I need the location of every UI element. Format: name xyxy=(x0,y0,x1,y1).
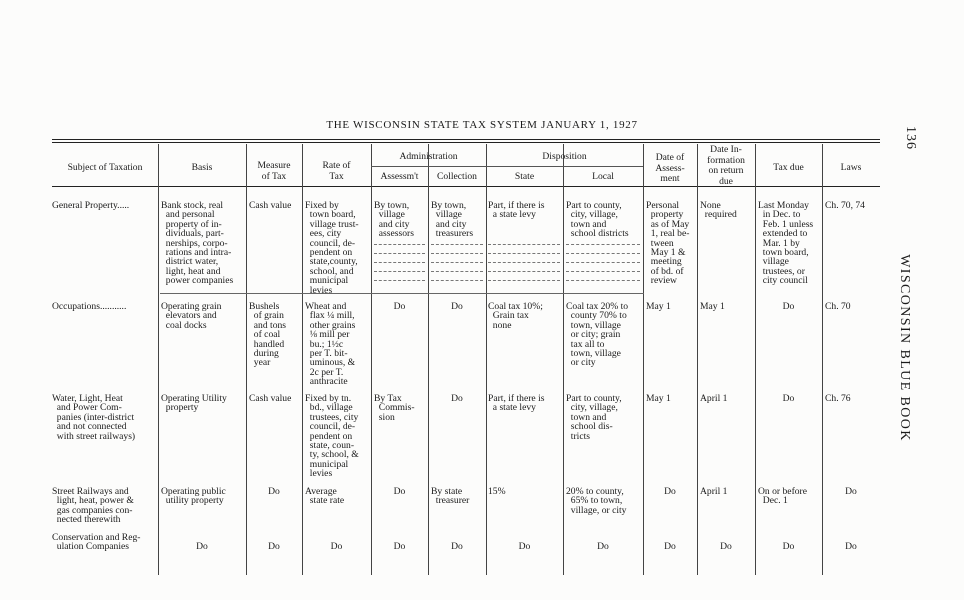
cell-rate: Fixed by tn. bd., village trustees, city council, de- pendent on state, coun- ty, school, & municipal levies xyxy=(305,393,359,480)
cell-collection: Do xyxy=(451,393,463,404)
cell-basis: Operating public utility property xyxy=(161,486,226,507)
cell-state: Coal tax 10%; Grain tax none xyxy=(488,301,543,331)
cell-tax-due: Do xyxy=(782,301,795,312)
header-date-information: Date In- formation on return due xyxy=(707,144,745,187)
cell-date-assessment: Do xyxy=(664,486,676,497)
cell-subject: Water, Light, Heat and Power Com- panies (inter-district and not connected with street railways) xyxy=(52,393,136,442)
leader-line xyxy=(374,271,425,272)
cell-assessment: Do xyxy=(393,541,406,552)
cell-rate: Do xyxy=(330,541,343,552)
leader-line xyxy=(374,253,425,254)
column-divider xyxy=(697,144,698,575)
header-collection: Collection xyxy=(437,171,477,182)
header-state: State xyxy=(514,171,535,182)
header-administration: Administration xyxy=(399,151,458,162)
header-subject: Subject of Taxation xyxy=(67,162,143,173)
top-rule xyxy=(52,139,880,140)
page-title: THE WISCONSIN STATE TAX SYSTEM JANUARY 1, 1927 xyxy=(326,119,638,131)
cell-assessment: By town, village and city assessors xyxy=(374,200,414,240)
cell-laws: Do xyxy=(845,486,857,497)
column-divider xyxy=(302,144,303,575)
cell-tax-due: Do xyxy=(782,541,795,552)
leader-line xyxy=(566,262,640,263)
header-assessment: Assessm't xyxy=(380,171,419,182)
cell-basis: Bank stock, real and personal property of in- dividuals, part- nerships, corpo- rations and intra- district water, light, heat and power companies xyxy=(161,200,234,287)
column-divider xyxy=(246,144,247,575)
cell-date-assessment: May 1 xyxy=(646,393,671,404)
leader-line xyxy=(431,253,483,254)
cell-date-information: Do xyxy=(720,541,732,552)
top-rule-double xyxy=(52,142,880,143)
leader-line xyxy=(488,262,560,263)
leader-line xyxy=(488,271,560,272)
page-number: 136 xyxy=(903,126,918,150)
cell-measure: Bushels of grain and tons of coal handled during year xyxy=(249,301,287,369)
leader-line xyxy=(374,262,425,263)
column-divider xyxy=(563,144,564,575)
leader-line xyxy=(566,271,640,272)
cell-collection: By town, village and city treasurers xyxy=(431,200,474,240)
sub-rule-administration xyxy=(371,166,486,167)
cell-measure: Cash value xyxy=(249,393,292,404)
cell-local: 20% to county, 65% to town, village, or city xyxy=(566,486,627,516)
cell-rate: Fixed by town board, village trust- ees, city council, de- pendent on state,county, school, and municipal levies xyxy=(305,200,359,296)
cell-collection: By state treasurer xyxy=(431,486,470,507)
cell-state: Do xyxy=(518,541,531,552)
row-divider xyxy=(160,293,644,294)
cell-subject: Occupations........... xyxy=(52,301,127,312)
cell-date-information: April 1 xyxy=(700,486,728,497)
leader-line xyxy=(566,244,640,245)
header-laws: Laws xyxy=(840,162,862,173)
cell-local: Part to county, city, village, town and school districts xyxy=(566,200,629,240)
cell-measure: Cash value xyxy=(249,200,292,211)
cell-state: Part, if there is a state levy xyxy=(488,200,545,221)
cell-basis: Operating Utility property xyxy=(161,393,227,414)
leader-line xyxy=(374,244,425,245)
cell-rate: Wheat and flax ¼ mill, other grains ⅛ mill per bu.; 1½c per T. bit- uminous, & 2c per T. anthracite xyxy=(305,301,356,388)
leader-line xyxy=(374,280,425,281)
cell-assessment: By Tax Commis- sion xyxy=(374,393,415,423)
cell-measure: Do xyxy=(268,486,280,497)
cell-measure: Do xyxy=(268,541,280,552)
cell-date-assessment: Personal property as of May 1, real be- tween May 1 & meeting of bd. of review xyxy=(646,200,690,287)
cell-basis: Operating grain elevators and coal docks xyxy=(161,301,222,331)
cell-laws: Do xyxy=(845,541,857,552)
header-disposition: Disposition xyxy=(542,151,587,162)
cell-collection: Do xyxy=(451,301,463,312)
leader-line xyxy=(488,244,560,245)
header-date-assessment: Date of Assess- ment xyxy=(655,152,685,184)
cell-laws: Ch. 70 xyxy=(825,301,851,312)
sub-rule-disposition xyxy=(486,166,643,167)
column-divider xyxy=(643,144,644,575)
column-divider xyxy=(486,144,487,575)
cell-tax-due: Last Monday in Dec. to Feb. 1 unless extended to Mar. 1 by town board, village trustees, or city council xyxy=(758,200,814,287)
cell-tax-due: On or before Dec. 1 xyxy=(758,486,808,507)
header-tax-due: Tax due xyxy=(773,162,804,173)
column-divider xyxy=(371,144,372,575)
cell-local: Do xyxy=(597,541,609,552)
running-head: WISCONSIN BLUE BOOK xyxy=(897,254,912,442)
cell-date-assessment: May 1 xyxy=(646,301,671,312)
cell-date-information: May 1 xyxy=(700,301,725,312)
cell-laws: Ch. 76 xyxy=(825,393,851,404)
cell-state: Part, if there is a state levy xyxy=(488,393,545,414)
column-divider xyxy=(755,144,756,575)
leader-line xyxy=(431,262,483,263)
header-local: Local xyxy=(592,171,614,182)
leader-line xyxy=(431,244,483,245)
column-divider xyxy=(822,144,823,575)
cell-collection: Do xyxy=(451,541,463,552)
leader-line xyxy=(431,271,483,272)
cell-subject: General Property..... xyxy=(52,200,130,211)
cell-date-information: April 1 xyxy=(700,393,728,404)
cell-rate: Average state rate xyxy=(305,486,345,507)
leader-line xyxy=(488,280,560,281)
leader-line xyxy=(431,280,483,281)
header-basis: Basis xyxy=(191,162,213,173)
cell-subject: Street Railways and light, heat, power & gas companies con- nected therewith xyxy=(52,486,134,526)
cell-laws: Ch. 70, 74 xyxy=(825,200,865,211)
cell-state: 15% xyxy=(488,486,506,497)
cell-basis: Do xyxy=(196,541,208,552)
cell-local: Part to county, city, village, town and school dis- tricts xyxy=(566,393,622,442)
column-divider xyxy=(158,144,159,575)
cell-subject: Conservation and Reg- ulation Companies xyxy=(52,532,141,553)
cell-assessment: Do xyxy=(393,486,406,497)
column-divider xyxy=(428,144,429,575)
leader-line xyxy=(566,280,640,281)
cell-tax-due: Do xyxy=(782,393,795,404)
cell-assessment: Do xyxy=(393,301,406,312)
cell-local: Coal tax 20% to county 70% to town, village or city; grain tax all to town, village or city xyxy=(566,301,629,369)
leader-line xyxy=(566,253,640,254)
header-measure: Measure of Tax xyxy=(257,160,291,182)
cell-date-assessment: Do xyxy=(664,541,676,552)
header-rate: Rate of Tax xyxy=(322,160,351,182)
leader-line xyxy=(488,253,560,254)
cell-date-information: None required xyxy=(700,200,737,221)
